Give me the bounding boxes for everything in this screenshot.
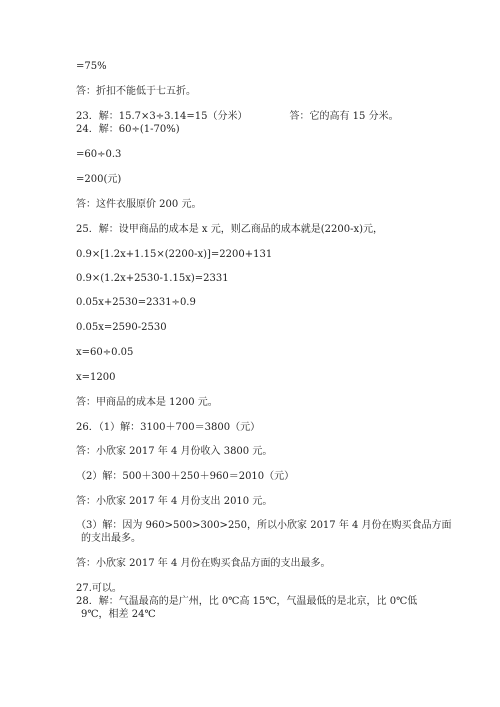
text-line-6: =200(元) bbox=[76, 174, 122, 185]
text-line-8: 25．解：设甲商品的成本是 x 元，则乙商品的成本就是(2200-x)元， bbox=[76, 224, 383, 235]
text-line-16: 26．（1）解：3100＋700＝3800（元） bbox=[76, 422, 261, 433]
answer-23-conclusion: 答：它的高有 15 分米。 bbox=[289, 111, 399, 122]
answer-23-solution: 23．解：15.7×3÷3.14=15（分米） bbox=[76, 111, 248, 122]
text-line-21: 的支出最多。 bbox=[81, 533, 141, 544]
text-line-1: =75% bbox=[76, 61, 107, 72]
text-line-11: 0.05x+2530=2331÷0.9 bbox=[76, 297, 196, 308]
text-line-20: （3）解：因为 960>500>300>250，所以小欣家 2017 年 4 月份在购买食品方面 bbox=[76, 520, 452, 531]
text-line-13: x=60÷0.05 bbox=[76, 347, 134, 358]
text-line-22: 答：小欣家 2017 年 4 月份在购买食品方面的支出最多。 bbox=[76, 558, 331, 569]
text-line-24: 28．解：气温最高的是广州，比 0℃高 15℃，气温最低的是北京，比 0℃低 bbox=[76, 596, 418, 607]
text-line-15: 答：甲商品的成本是 1200 元。 bbox=[76, 397, 218, 408]
text-line-23: 27.可以。 bbox=[76, 583, 122, 594]
text-line-14: x=1200 bbox=[76, 372, 116, 383]
text-line-5: =60÷0.3 bbox=[76, 149, 122, 160]
text-line-17: 答：小欣家 2017 年 4 月份收入 3800 元。 bbox=[76, 446, 273, 457]
text-line-2: 答：折扣不能低于七五折。 bbox=[76, 86, 196, 97]
text-line-18: （2）解：500＋300＋250＋960＝2010（元） bbox=[76, 471, 295, 482]
text-line-19: 答：小欣家 2017 年 4 月份支出 2010 元。 bbox=[76, 496, 273, 507]
text-line-3 bbox=[76, 111, 399, 123]
text-line-4: 24．解：60÷(1-70%) bbox=[76, 124, 180, 135]
text-line-7: 答：这件衣服原价 200 元。 bbox=[76, 199, 202, 210]
text-line-25: 9℃，相差 24℃ bbox=[81, 609, 156, 620]
text-line-12: 0.05x=2590-2530 bbox=[76, 322, 167, 333]
text-line-10: 0.9×(1.2x+2530-1.15x)=2331 bbox=[76, 273, 229, 284]
text-line-9: 0.9×[1.2x+1.15×(2200-x)]=2200+131 bbox=[76, 249, 273, 260]
